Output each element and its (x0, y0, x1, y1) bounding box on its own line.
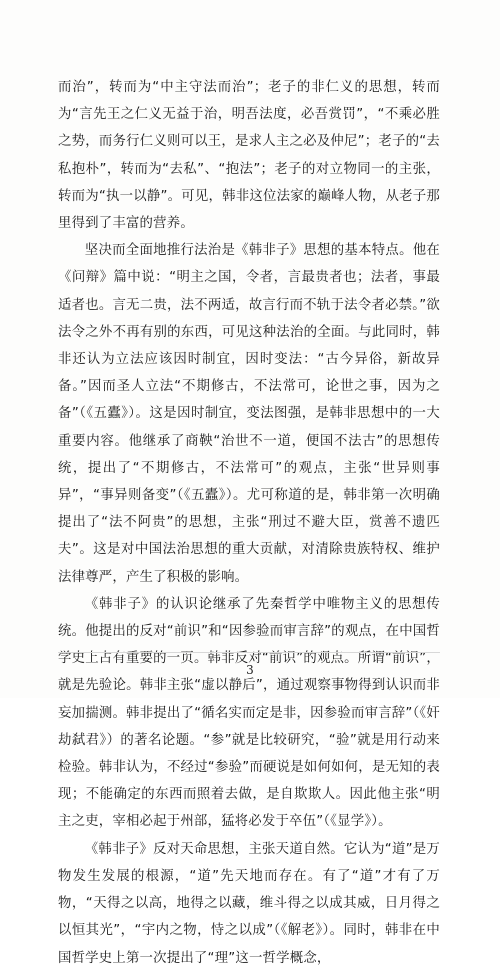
body-text (58, 74, 440, 972)
paragraph-4: 《韩非子》反对天命思想，主张天道自然。它认为“道”是万物发生发展的根源，“道”先天地而存在。有了“道”才有了万物，“天得之以高，地得之以藏，维斗得之以成其威，日月得之以恒其光”，“宇内之物，恃之以成”（《解老》）。同时，韩非在中国哲学史上第一次提出了“理”这一哲学概念， (58, 841, 440, 966)
footer-divider (58, 652, 440, 653)
paragraph-1: 而治”，转而为“中主守法而治”；老子的非仁义的思想，转而为“言先王之仁义无益于治，明吾法度，必吾赏罚”，“不乘必胜之势，而务行仁义则可以王，是求人主之必及仲尼”；老子的“去私抱朴”，转而为“去私”、“抱法”；老子的对立物同一的主张，转而为“执一以静”。可见，韩非这位法家的巅峰人物，从老子那里得到了丰富的营养。 (58, 80, 440, 232)
page-number: 3 (246, 663, 254, 677)
paragraph-2: 坚决而全面地推行法治是《韩非子》思想的基本特点。他在《问辩》篇中说：“明主之国，令者，言最贵者也；法者，事最适者也。言无二贵，法不两适，故言行而不轨于法令者必禁。”欲法令之外不再有别的东西，可见这种法治的全面。与此同时，韩非还认为立法应该因时制宜，因时变法：“古今异俗，新故异备。”因而圣人立法“不期修古，不法常可，论世之事，因为之备”（《五蠹》）。这是因时制宜，变法图强，是韩非思想中的一大重要内容。他继承了商鞅“治世不一道，便国不法古”的思想传统，提出了“不期修古，不法常可”的观点，主张“世异则事异”，“事异则备变”（《五蠹》）。尤可称道的是，韩非第一次明确提出了“法不阿贵”的思想，主张“刑过不避大臣，赏善不遗匹夫”。这是对中国法治思想的重大贡献，对清除贵族特权、维护法律尊严，产生了积极的影响。 (58, 243, 440, 585)
paragraph-3: 《韩非子》的认识论继承了先秦哲学中唯物主义的思想传统。他提出的反对“前识”和“因参验而审言辞”的观点，在中国哲学史上占有重要的一页。韩非反对“前识”的观点。所谓“前识”，就是先验论。韩非主张“虚以静后”，通过观察事物得到认识而非妄加揣测。韩非提出了“循名实而定是非，因参验而审言辞”（《奸劫弑君》）的著名论题。“参”就是比较研究，“验”就是用行动来检验。韩非认为，不经过“参验”而硬说是如何如何，是无知的表现；不能确定的东西而照着去做，是自欺欺人。因此他主张“明主之吏，宰相必起于州部，猛将必发于卒伍”（《显学》）。 (58, 596, 440, 830)
